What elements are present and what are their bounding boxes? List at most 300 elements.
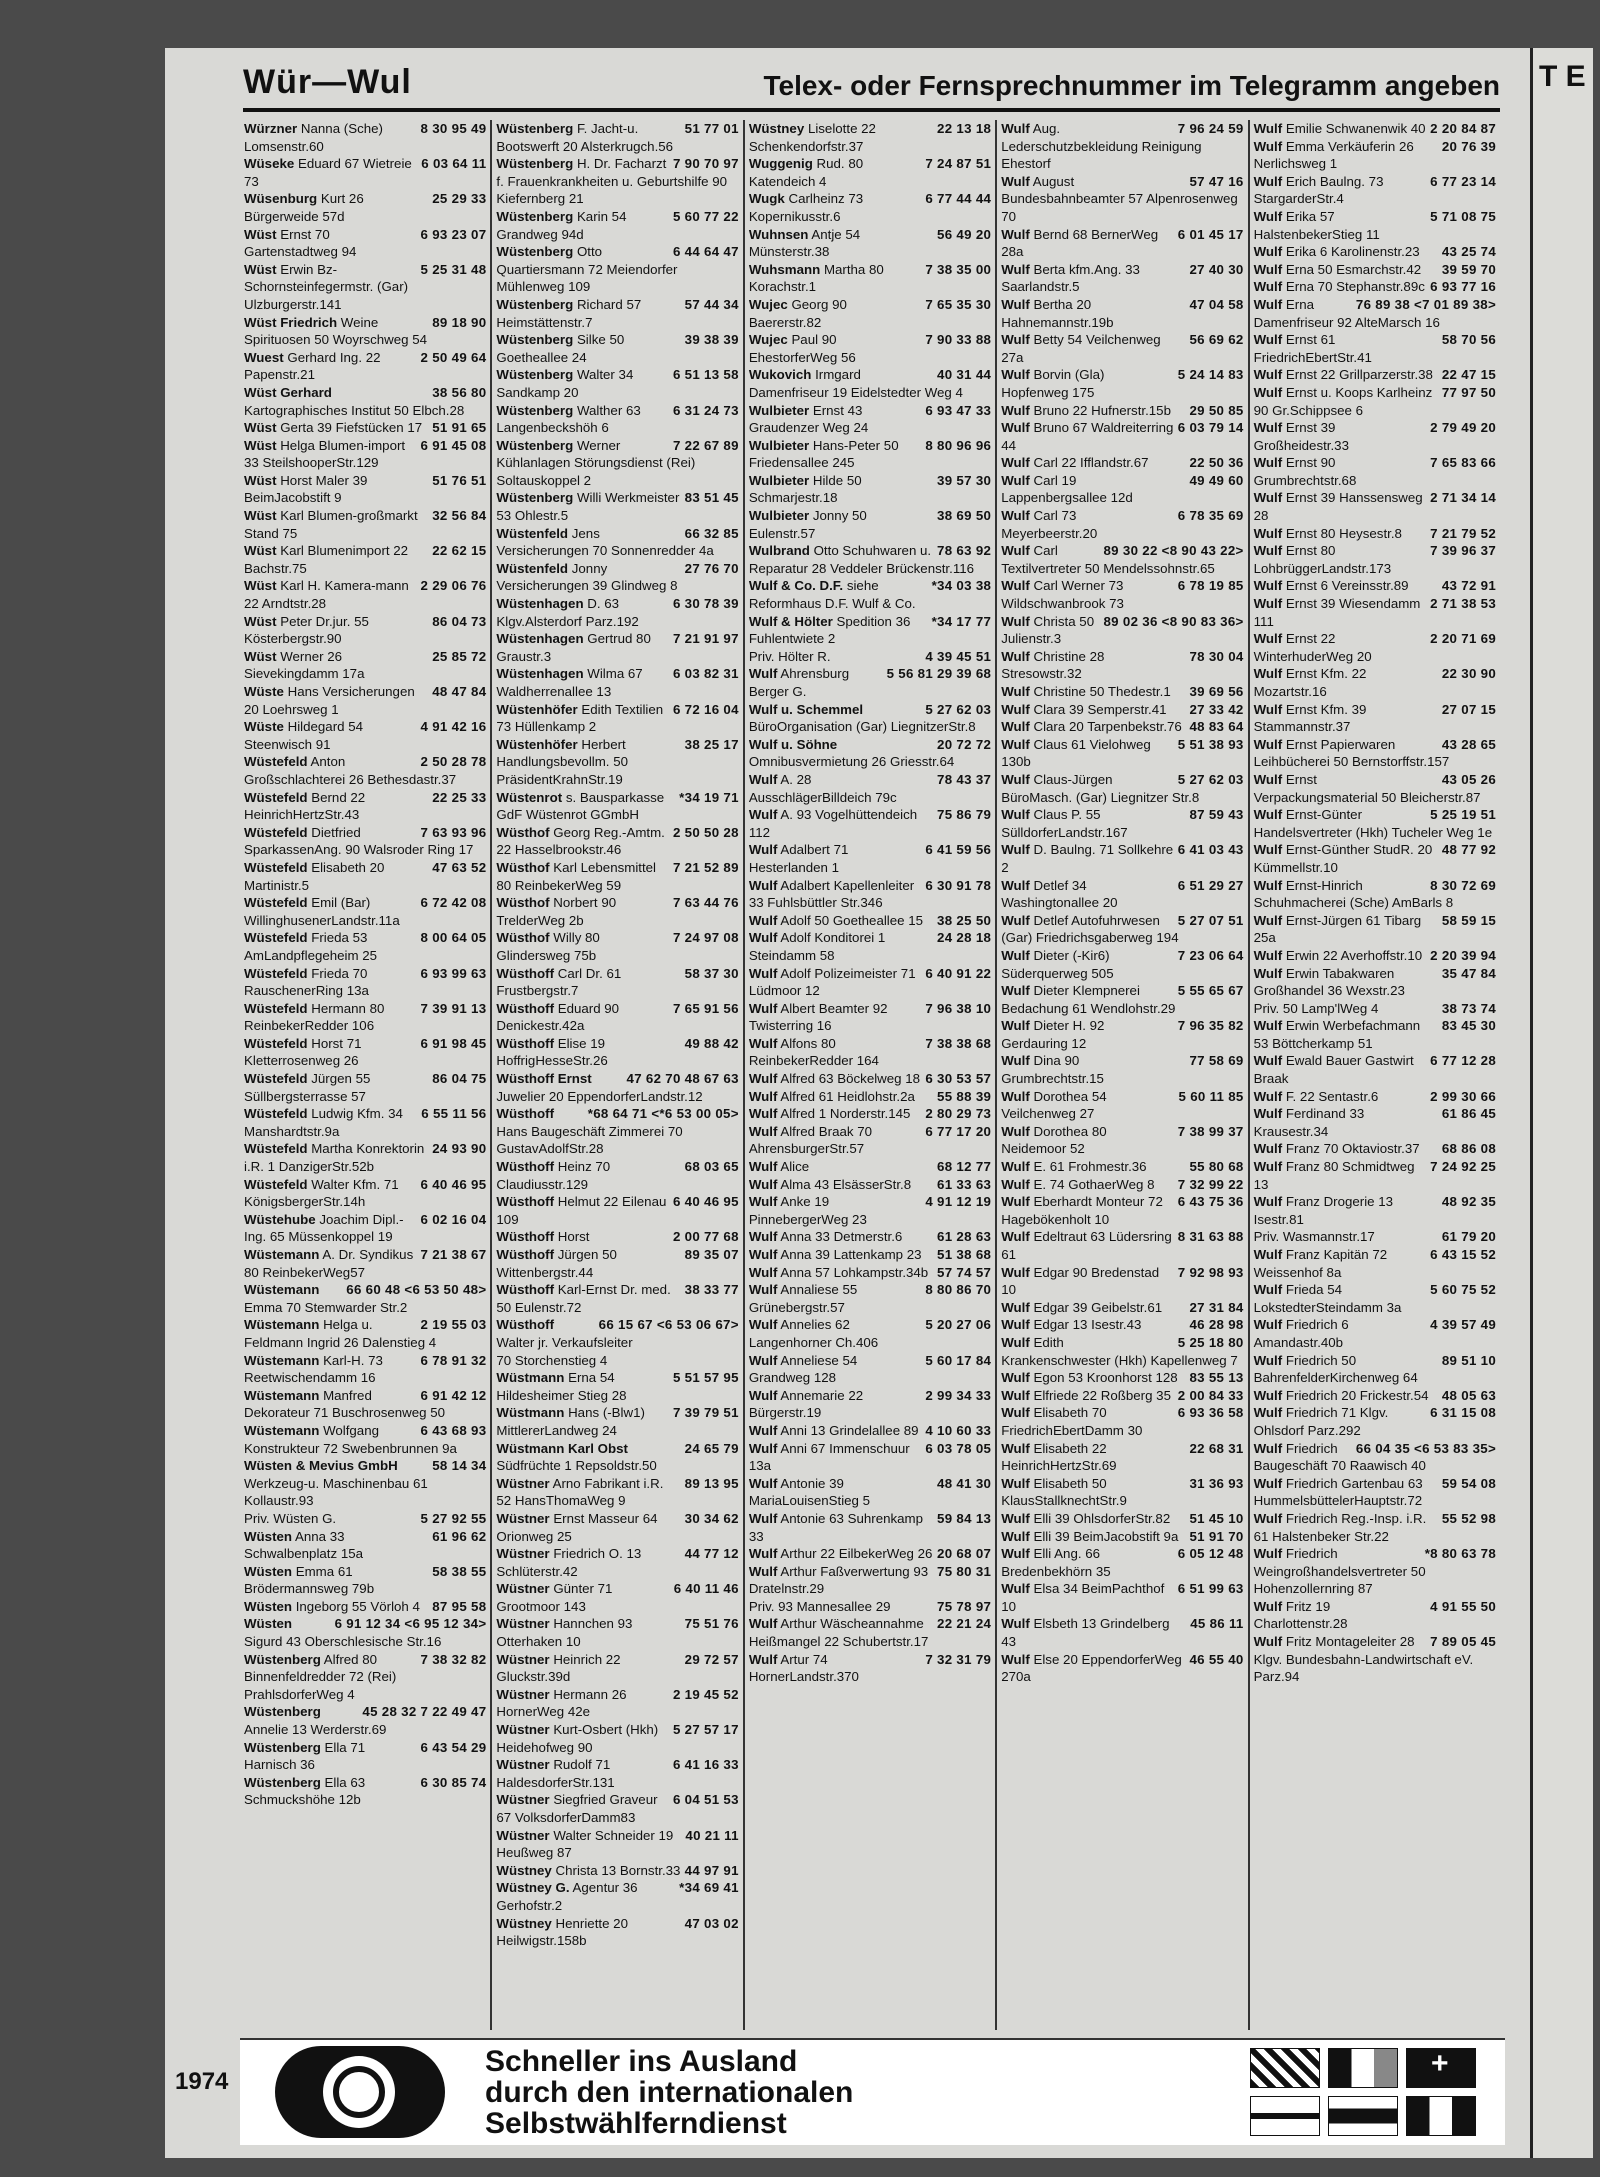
phone-number: 6 77 12 28 [1430,1053,1497,1069]
listing-detail: Ernst-Jürgen 61 Tibarg 25a [1253,912,1422,946]
listing-name: Wulf [748,1422,778,1438]
phone-number: 78 63 92 [937,543,992,559]
phone-number: 22 13 18 [937,121,992,136]
phone-number: 39 59 70 [1441,261,1497,277]
phone-number: 6 91 12 34 <6 95 12 34> [334,1616,487,1632]
listing-detail: D. 63 Klgv.Alsterdorf Parz.192 [496,596,639,629]
listing-name: Wulf [1253,807,1283,823]
listing-detail: Friedrich Baugeschäft 70 Raawisch 40 [1253,1440,1426,1474]
listing-entry [1254,296,1496,331]
listing-entry [1001,1404,1243,1439]
listing-detail: Erwin Bz- Schornsteinfegermstr. (Gar) Ulzburgerstr.141 [244,261,409,312]
listing-name: Wulf [748,930,778,946]
listing-name: Wulf [1001,1264,1030,1280]
phone-number: 87 59 43 [1189,807,1244,823]
listing-detail: A. 93 Vogelhüttendeich 112 [748,807,918,840]
listing-entry [1254,366,1496,384]
listing-detail: Elli 39 BeimJacobstift 9a [1033,1528,1179,1544]
listing-name: Wulf [748,1546,778,1562]
page-number: 1974 [175,2068,229,2095]
listing-detail: Berta kfm.Ang. 33 Saarlandstr.5 [1001,261,1140,295]
listing-entry [749,1228,991,1246]
listing-name: Wüstefeld [244,1106,308,1122]
listing-entry [749,1563,991,1598]
listing-detail: Carl 73 Meyerbeerstr.20 [1001,508,1098,541]
listing-entry [1254,1545,1496,1598]
listing-name: Wüsthoff [496,1000,555,1016]
listing-entry [1254,771,1496,806]
phone-number: 43 72 91 [1441,578,1497,594]
listing-name: Wüsthof [496,824,550,840]
advert-line-3: Selbstwählferndienst [485,2107,787,2140]
listing-detail: Südfrüchte 1 Repsoldstr.50 [496,1458,657,1474]
header-notice: Telex- oder Fernsprechnummer im Telegramm angeben [763,70,1500,101]
listing-name: Wuhnsen [748,226,809,242]
phone-number: 5 60 11 85 [1178,1088,1244,1104]
listing-detail: Elsa 34 BeimPachthof 10 [1001,1581,1165,1614]
phone-number: 48 05 63 [1441,1387,1497,1403]
listing-detail: Antonie 39 MariaLouisenStieg 5 [748,1475,871,1509]
listing-entry [244,613,486,648]
listing-name: Wulf [1253,1546,1283,1562]
listing-detail: Erna 70 Stephanstr.89c [1285,279,1425,295]
listing-entry [1001,1528,1243,1546]
listing-name: Wujec [748,332,788,348]
listing-detail: Friedrich 20 Frickestr.54 [1285,1387,1429,1403]
listing-name: Wugk [748,191,785,207]
listing-name: Wulf [1001,472,1030,488]
listing-entry [496,296,738,331]
listing-detail: Walter jr. Verkaufsleiter [496,1334,633,1350]
listing-entry [244,1598,486,1616]
listing-name: Wulbieter [748,472,810,488]
listing-name: Wüstenberg [496,156,574,172]
listing-name: Wulf [748,1035,778,1051]
listing-entry [1001,1440,1243,1475]
listing-detail: Hilde 50 Schmarjestr.18 [748,472,862,506]
listing-name: Wüste [244,684,284,699]
header-range: Wür—Wul [243,63,412,101]
austria-flag-icon [1328,2096,1398,2136]
listing-entry [749,1176,991,1194]
listing-name: Wulf [748,807,778,823]
phone-number: 48 47 84 [432,684,487,699]
listing-name: Wüstenberg [244,1774,321,1790]
listing-entry [496,595,738,630]
phone-number: 89 02 36 <8 90 83 36> [1103,613,1244,629]
listing-name: Wüstner [496,1686,550,1702]
phone-number: 7 96 24 59 [1177,121,1244,136]
phone-number: 6 44 64 47 [672,244,739,260]
listing-entry [749,648,991,666]
listing-entry [749,226,991,261]
listing-name: Wüsthoff [496,1282,555,1298]
listing-entry [749,806,991,841]
phone-number: 6 93 23 07 [420,226,487,242]
listing-entry [1001,1264,1243,1299]
phone-number: 5 56 81 29 39 68 [886,666,992,682]
phone-number: *34 69 41 [679,1880,739,1896]
listing-name: Wüstenberg [244,1704,321,1720]
listing-name: Wulf [1001,1088,1030,1104]
listing-entry [1001,261,1243,296]
listing-name: Wulf [1253,420,1283,436]
listing-name: Wulf [748,1229,778,1245]
listing-entry [749,155,991,190]
listing-name: Wulf [1001,1387,1030,1403]
phone-number: 61 86 45 [1441,1106,1497,1122]
listing-name: Wulf [1001,1053,1030,1069]
listing-entry [496,701,738,736]
listing-name: Wulf [1253,1440,1283,1456]
phone-number: 83 51 45 [684,490,739,506]
listing-detail: Ernst-Hinrich Schuhmacherei (Sche) AmBarls 8 [1253,877,1454,911]
listing-detail: Karl-H. 73 Reetwischendamm 16 [244,1352,383,1386]
listing-name: Wüstenberg [496,121,574,136]
phone-number: 43 28 65 [1441,736,1497,752]
listing-entry [244,1035,486,1070]
listing-entry [749,1352,991,1387]
listing-detail: F. Jacht-u. Bootswerft 20 Alsterkrugch.56 [496,121,674,154]
listing-entry [1001,120,1243,173]
listing-name: Wulf [1253,771,1283,787]
phone-number: 66 15 67 <6 53 06 67> [598,1317,739,1333]
listing-name: Wulf [1253,1387,1283,1403]
listing-name: Wüsenburg [244,191,318,207]
phone-number: 66 32 85 [684,525,739,541]
listing-entry [496,824,738,859]
listing-detail: Anna 33 Detmerstr.6 [780,1229,903,1245]
listing-detail: Agentur 36 Gerhofstr.2 [496,1880,638,1913]
listing-entry [496,1827,738,1862]
listing-name: Wulf [1253,1194,1283,1210]
listing-name: Wulf [1001,1229,1030,1245]
phone-number: 61 33 63 [937,1176,992,1192]
phone-number: 75 86 79 [937,807,992,823]
phone-number: 27 33 42 [1189,701,1244,717]
listing-detail: Walter Kfm. 71 KönigsbergerStr.14h [244,1176,399,1210]
phone-number: 46 55 40 [1189,1651,1244,1667]
listing-entry [496,1510,738,1545]
listing-detail: Ernst-Günther StudR. 20 Kümmellstr.10 [1253,842,1433,875]
phone-number: 6 91 98 45 [420,1035,487,1051]
listing-detail: Ernst Kfm. 39 Stammannstr.37 [1253,701,1367,735]
listing-entry [496,894,738,929]
listing-name: Wulf [1253,1317,1283,1333]
phone-number: 68 03 65 [684,1159,739,1175]
phone-number: 29 50 85 [1189,402,1244,418]
listing-name: Wulf [1253,842,1283,858]
listing-detail: Borvin (Gla) Hopfenweg 175 [1001,367,1105,400]
listing-entry [1001,648,1243,683]
listing-detail: Karl Blumen-großmarkt Stand 75 [244,508,418,541]
phone-number: 61 28 63 [937,1229,992,1245]
listing-detail: Friedrich Gartenbau 63 HummelsbüttelerHauptstr.72 [1253,1475,1423,1509]
phone-number: 2 29 06 76 [420,578,487,594]
column-5 [1250,120,1500,2030]
listing-entry [1001,419,1243,454]
listing-name: Wüstenberg [496,402,574,418]
phone-number: 89 35 07 [684,1247,739,1262]
listing-entry [749,1105,991,1123]
phone-number: 22 25 33 [432,789,487,805]
phone-number: 6 30 78 39 [672,596,739,612]
listing-detail: Carl Werner 73 Wildschwanbrook 73 [1001,578,1124,612]
phone-number: 4 91 42 16 [420,719,487,735]
listing-entry [1254,384,1496,419]
listing-entry [1001,718,1243,736]
phone-number: 6 93 47 33 [925,402,992,418]
listing-name: Wulf & Co. D.F. [748,578,844,594]
listing-detail: H. Dr. Facharzt f. Frauenkrankheiten u. Geburtshilfe 90 Kiefernberg 21 [496,156,728,207]
listing-detail: Omnibusvermietung 26 Griesstr.64 [748,754,955,770]
phone-number: 66 04 35 <6 53 83 35> [1355,1440,1497,1456]
listing-name: Wüstner [496,1546,550,1562]
phone-number: 38 73 74 [1441,1000,1497,1016]
listing-entry [1254,489,1496,524]
listing-entry [496,1193,738,1228]
listing-name: Wulf [1001,1018,1030,1034]
listing-entry [1254,665,1496,700]
phone-number: 6 43 54 29 [420,1739,487,1755]
listing-detail: Franz Drogerie 13 Isestr.81 [1253,1194,1394,1227]
phone-number: 89 13 95 [684,1475,739,1491]
phone-number: 7 23 06 64 [1177,947,1244,963]
listing-entry [1001,806,1243,841]
listing-name: Wulf [1253,384,1283,400]
listing-name: Wulf [1001,1475,1030,1491]
listing-detail: Erika 57 HalstenbekerStieg 11 [1253,208,1380,242]
listing-detail: Eduard 90 Denickestr.42a [496,1000,620,1034]
listing-detail: Elise 19 HoffrigHesseStr.26 [496,1035,608,1069]
phone-number: 58 38 55 [432,1563,487,1579]
country-flags [1250,2048,1490,2138]
phone-number: 6 72 42 08 [420,895,487,911]
listing-name: Wüst [244,508,277,524]
listing-entry [1254,243,1496,261]
listing-detail: Elli 39 OhlsdorferStr.82 [1033,1510,1171,1526]
listing-name: Wulf [1001,1440,1030,1456]
listing-detail: Gerta 39 Fiefstücken 17 [280,420,423,436]
listing-name: Wulf [748,965,778,981]
listing-detail: Gerhard Ing. 22 Papenstr.21 [244,349,381,383]
listing-name: Würzner [244,121,298,136]
listing-entry [1254,1088,1496,1106]
phone-number: 76 89 38 <7 01 89 38> [1355,296,1497,312]
phone-number: 6 31 15 08 [1430,1405,1497,1421]
listing-detail: Arthur Faßverwertung 93 Dratelnstr.29 [748,1563,929,1597]
listing-name: Wulf [1001,613,1030,629]
listing-name: Wulf [748,1616,778,1632]
listing-name: Wüstefeld [244,789,308,805]
phone-number: 6 91 42 12 [420,1387,487,1403]
listing-entry [749,1246,991,1264]
phone-number: 2 71 34 14 [1430,490,1497,506]
phone-number: 2 80 29 73 [925,1106,992,1122]
listing-name: Wulf [1253,666,1283,682]
listing-detail: Hermann 80 ReinbekerRedder 106 [244,1000,385,1034]
listing-detail: Elfriede 22 Roßberg 35 [1033,1387,1171,1403]
listing-detail: Dietfried SparkassenAng. 90 Walsroder Ring 17 [244,824,474,858]
phone-number: 27 40 30 [1189,261,1244,277]
listing-detail: Georg 90 Baererstr.82 [748,296,847,330]
listing-detail: Anna 57 Lohkampstr.34b [780,1264,929,1280]
phone-number: 48 41 30 [937,1475,992,1491]
phone-number: 68 12 77 [937,1159,992,1175]
listing-detail: Erna Damenfriseur 92 AlteMarsch 16 [1253,296,1440,330]
listing-name: Wulf [748,666,778,682]
listing-entry [244,683,486,718]
directory-page [165,48,1530,2158]
listing-name: Wüsten [244,1616,293,1632]
phone-number: 5 60 77 22 [672,208,739,224]
listing-name: Wulf [1253,631,1283,647]
listing-entry [749,701,991,736]
phone-number: 61 96 62 [432,1528,487,1544]
listing-entry [244,349,486,384]
listing-detail: Helga u. Feldmann Ingrid 26 Dalenstieg 4 [244,1317,437,1350]
listing-entry [749,1123,991,1158]
listing-detail: Aug. Lederschutzbekleidung Reinigung Ehestorf [1001,121,1202,172]
listing-entry [749,736,991,771]
phone-number: 48 92 35 [1441,1194,1497,1210]
listing-name: Wulf [1001,684,1030,699]
phone-number: 83 45 30 [1441,1018,1497,1034]
listing-name: Wulf u. Söhne [748,736,838,752]
phone-number: 7 22 67 89 [672,437,739,453]
listing-entry [1001,1017,1243,1052]
listing-entry [244,1774,486,1809]
phone-number: 6 93 99 63 [420,965,487,981]
listing-detail: Emma Verkäuferin 26 Nerlichsweg 1 [1253,138,1414,172]
listing-detail: Carl 22 Ifflandstr.67 [1033,455,1149,471]
phone-number: 2 99 30 66 [1430,1088,1497,1104]
listing-entry [244,577,486,612]
listing-entry [1001,1123,1243,1158]
listing-entry [1254,1440,1496,1475]
listing-entry [1001,771,1243,806]
listing-detail: Wolfgang Konstrukteur 72 Swebenbrunnen 9a [244,1422,457,1456]
listing-detail: Walter Schneider 19 Heußweg 87 [496,1827,674,1861]
listing-entry [1254,419,1496,454]
listing-detail: Ernst Papierwaren Leihbücherei 50 Bernstorffstr.157 [1253,736,1450,770]
listing-name: Wüstefeld [244,1071,308,1087]
listing-name: Wüsthoff [496,1317,555,1333]
listing-name: Wulf [1001,1581,1030,1597]
listing-name: Wulf [748,1387,778,1403]
listing-detail: Gertrud 80 Graustr.3 [496,631,651,664]
listing-name: Wuest [244,349,284,365]
listing-entry [749,1316,991,1351]
listing-entry [496,366,738,401]
phone-number: 43 25 74 [1441,244,1497,260]
listing-name: Wüstmann [496,1370,565,1386]
listing-detail: Detlef 34 Washingtonallee 20 [1001,877,1118,911]
listing-entry [749,366,991,401]
phone-number: 7 38 32 82 [420,1651,487,1667]
listing-detail: Jens Versicherungen 70 Sonnenredder 4a [496,525,714,559]
listing-detail: Anna 39 Lattenkamp 23 [780,1247,922,1262]
listing-entry [244,859,486,894]
listing-detail: Clara 20 Tarpenbekstr.76 [1033,719,1182,735]
listing-detail: Hans (-Blw1) MittlererLandweg 24 [496,1405,645,1438]
listing-name: Wüstenfeld [496,525,569,541]
listing-name: Wulf [748,1475,778,1491]
listing-detail: Priv. 93 Mannesallee 29 [748,1598,891,1614]
listing-detail: Joachim Dipl.-Ing. 65 Müssenkoppel 19 [244,1211,404,1245]
listing-detail: Friedrich Reg.-Insp. i.R. 61 Halstenbeker Str.22 [1253,1510,1427,1544]
listing-name: Wulf [1001,1651,1030,1667]
listing-detail: Alice [780,1159,810,1175]
listing-entry [1001,736,1243,771]
listing-detail: Hannchen 93 Otterhaken 10 [496,1616,633,1650]
phone-number: *34 17 77 [931,613,992,629]
listing-detail: Sigurd 43 Oberschlesische Str.16 [244,1634,442,1650]
listing-detail: Anneliese 54 Grandweg 128 [748,1352,858,1386]
listing-entry [244,1105,486,1140]
listing-detail: Hans-Peter 50 Friedensallee 245 [748,437,899,471]
listing-entry [1001,1052,1243,1087]
listing-detail: Annelies 62 Langenhorner Ch.406 [748,1317,879,1350]
listing-name: Wulf [748,1247,778,1262]
listing-entry [244,472,486,507]
listing-name: Wulf [1253,455,1283,471]
listing-name: Wüstenberg [496,367,574,383]
listing-entry [244,155,486,190]
listing-detail: Anna 33 Schwalbenplatz 15a [244,1528,364,1562]
listing-entry [496,1756,738,1791]
listing-entry [1254,1000,1496,1018]
listing-name: Wüstner [496,1616,550,1632]
phone-number: 24 28 18 [937,930,992,946]
listing-name: Wulf [1253,1053,1283,1069]
listing-name: Wulf [1253,121,1283,136]
phone-number: 6 30 53 57 [925,1071,992,1087]
listing-name: Wüstney [496,1862,552,1878]
listing-entry [1254,1404,1496,1439]
listing-entry [749,665,991,700]
listing-entry [496,1105,738,1158]
phone-number: 20 76 39 [1441,138,1497,154]
listing-detail: Ernst 39 Wiesendamm 111 [1253,596,1421,629]
listing-entry [496,1070,738,1105]
listing-detail: Günter 71 Grootmoor 143 [496,1581,613,1614]
listing-entry [1001,402,1243,420]
phone-number: 5 27 57 17 [672,1722,739,1738]
phone-number: 6 78 91 32 [420,1352,487,1368]
listing-name: Wüsthoff [496,1159,555,1175]
listing-detail: Rud. 80 Katendeich 4 [748,156,864,189]
listing-name: Wulf [1001,296,1030,312]
phone-number: 7 96 38 10 [925,1000,992,1016]
phone-number: 89 18 90 [432,314,487,330]
phone-number: 58 37 30 [684,965,739,981]
phone-number: 7 24 87 51 [925,156,992,172]
italy-flag-icon [1328,2048,1398,2088]
listing-detail: Franz 70 Oktaviostr.37 [1285,1141,1420,1157]
listing-entry [1254,138,1496,173]
phone-number: 8 00 64 05 [420,930,487,946]
phone-number: 47 63 52 [432,859,487,875]
phone-number: 7 63 44 76 [672,895,739,911]
phone-number: 7 21 79 52 [1430,525,1497,541]
listing-entry [749,261,991,296]
listing-name: Wulf [1001,701,1030,717]
phone-number: 6 93 36 58 [1177,1405,1244,1421]
listing-detail: Willy 80 Glindersweg 75b [496,930,600,963]
listing-name: Wulf u. Schemmel [748,701,864,717]
phone-number: 7 63 93 96 [420,824,487,840]
